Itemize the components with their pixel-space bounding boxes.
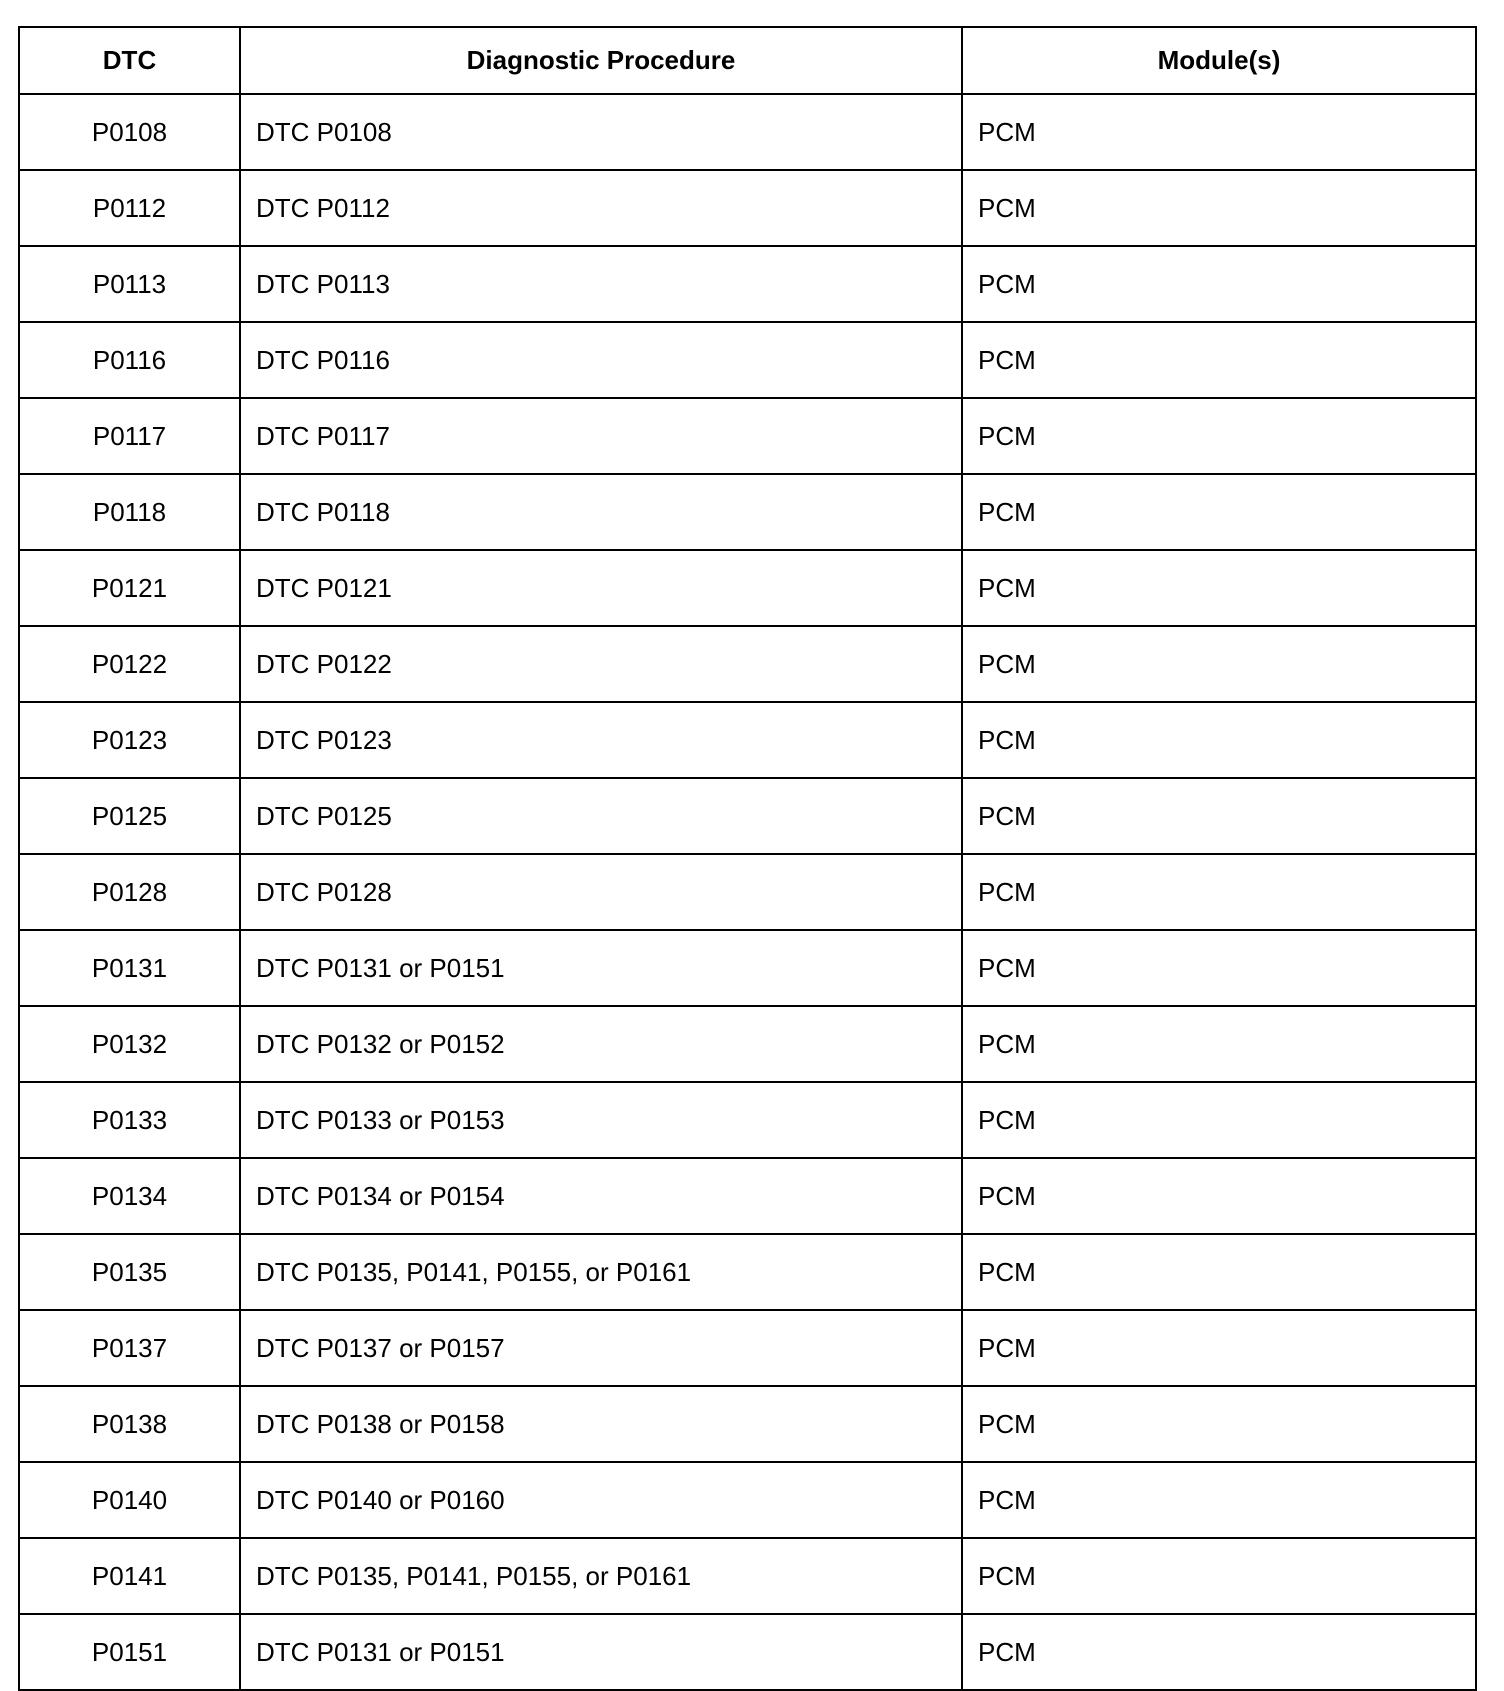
table-row — [19, 1006, 1476, 1082]
dtc-code-cell: P0108 — [19, 94, 240, 170]
table-row — [19, 170, 1476, 246]
diagnostic-procedure-cell: DTC P0125 — [240, 778, 962, 854]
table-row — [19, 854, 1476, 930]
diagnostic-procedure-cell: DTC P0123 — [240, 702, 962, 778]
diagnostic-procedure-cell: DTC P0131 or P0151 — [240, 1614, 962, 1690]
module-cell: PCM — [962, 1158, 1476, 1234]
table-body — [19, 94, 1476, 1690]
dtc-code-cell: P0140 — [19, 1462, 240, 1538]
table-row — [19, 1538, 1476, 1614]
header-row — [19, 27, 1476, 94]
module-cell: PCM — [962, 1234, 1476, 1310]
module-cell: PCM — [962, 1462, 1476, 1538]
table-row — [19, 1082, 1476, 1158]
table-row — [19, 398, 1476, 474]
diagnostic-procedure-cell: DTC P0117 — [240, 398, 962, 474]
table-row — [19, 474, 1476, 550]
module-cell: PCM — [962, 550, 1476, 626]
dtc-code-cell: P0131 — [19, 930, 240, 1006]
diagnostic-procedure-cell: DTC P0135, P0141, P0155, or P0161 — [240, 1538, 962, 1614]
dtc-code-cell: P0118 — [19, 474, 240, 550]
module-cell: PCM — [962, 778, 1476, 854]
dtc-code-cell: P0135 — [19, 1234, 240, 1310]
table-row — [19, 778, 1476, 854]
dtc-table — [18, 26, 1477, 1691]
diagnostic-procedure-cell: DTC P0138 or P0158 — [240, 1386, 962, 1462]
dtc-code-cell: P0132 — [19, 1006, 240, 1082]
diagnostic-procedure-cell: DTC P0134 or P0154 — [240, 1158, 962, 1234]
table-row — [19, 550, 1476, 626]
dtc-code-cell: P0134 — [19, 1158, 240, 1234]
table-row — [19, 626, 1476, 702]
diagnostic-procedure-cell: DTC P0122 — [240, 626, 962, 702]
diagnostic-procedure-cell: DTC P0135, P0141, P0155, or P0161 — [240, 1234, 962, 1310]
module-cell: PCM — [962, 474, 1476, 550]
table-row — [19, 930, 1476, 1006]
diagnostic-procedure-cell: DTC P0121 — [240, 550, 962, 626]
dtc-code-cell: P0117 — [19, 398, 240, 474]
dtc-code-cell: P0133 — [19, 1082, 240, 1158]
diagnostic-procedure-cell: DTC P0140 or P0160 — [240, 1462, 962, 1538]
module-cell: PCM — [962, 854, 1476, 930]
table-row — [19, 322, 1476, 398]
module-cell: PCM — [962, 322, 1476, 398]
module-cell: PCM — [962, 930, 1476, 1006]
header-diagnostic-procedure: Diagnostic Procedure — [240, 27, 962, 94]
diagnostic-procedure-cell: DTC P0133 or P0153 — [240, 1082, 962, 1158]
diagnostic-procedure-cell: DTC P0116 — [240, 322, 962, 398]
dtc-code-cell: P0122 — [19, 626, 240, 702]
module-cell: PCM — [962, 702, 1476, 778]
dtc-code-cell: P0123 — [19, 702, 240, 778]
header-dtc: DTC — [19, 27, 240, 94]
module-cell: PCM — [962, 398, 1476, 474]
dtc-code-cell: P0112 — [19, 170, 240, 246]
module-cell: PCM — [962, 170, 1476, 246]
diagnostic-procedure-cell: DTC P0113 — [240, 246, 962, 322]
module-cell: PCM — [962, 1006, 1476, 1082]
dtc-code-cell: P0137 — [19, 1310, 240, 1386]
diagnostic-procedure-cell: DTC P0137 or P0157 — [240, 1310, 962, 1386]
table-row — [19, 1158, 1476, 1234]
table-row — [19, 1614, 1476, 1690]
table-row — [19, 702, 1476, 778]
table-row — [19, 1386, 1476, 1462]
diagnostic-procedure-cell: DTC P0118 — [240, 474, 962, 550]
dtc-code-cell: P0116 — [19, 322, 240, 398]
dtc-code-cell: P0151 — [19, 1614, 240, 1690]
dtc-code-cell: P0125 — [19, 778, 240, 854]
module-cell: PCM — [962, 246, 1476, 322]
module-cell: PCM — [962, 626, 1476, 702]
dtc-code-cell: P0141 — [19, 1538, 240, 1614]
diagnostic-procedure-cell: DTC P0112 — [240, 170, 962, 246]
dtc-code-cell: P0128 — [19, 854, 240, 930]
module-cell: PCM — [962, 1082, 1476, 1158]
diagnostic-procedure-cell: DTC P0108 — [240, 94, 962, 170]
dtc-code-cell: P0138 — [19, 1386, 240, 1462]
table-header — [19, 27, 1476, 94]
module-cell: PCM — [962, 94, 1476, 170]
diagnostic-procedure-cell: DTC P0132 or P0152 — [240, 1006, 962, 1082]
dtc-code-cell: P0121 — [19, 550, 240, 626]
module-cell: PCM — [962, 1614, 1476, 1690]
module-cell: PCM — [962, 1386, 1476, 1462]
dtc-code-cell: P0113 — [19, 246, 240, 322]
header-modules: Module(s) — [962, 27, 1476, 94]
diagnostic-procedure-cell: DTC P0131 or P0151 — [240, 930, 962, 1006]
table-row — [19, 1462, 1476, 1538]
table-row — [19, 94, 1476, 170]
table-row — [19, 1234, 1476, 1310]
module-cell: PCM — [962, 1538, 1476, 1614]
table-row — [19, 246, 1476, 322]
module-cell: PCM — [962, 1310, 1476, 1386]
table-row — [19, 1310, 1476, 1386]
diagnostic-procedure-cell: DTC P0128 — [240, 854, 962, 930]
